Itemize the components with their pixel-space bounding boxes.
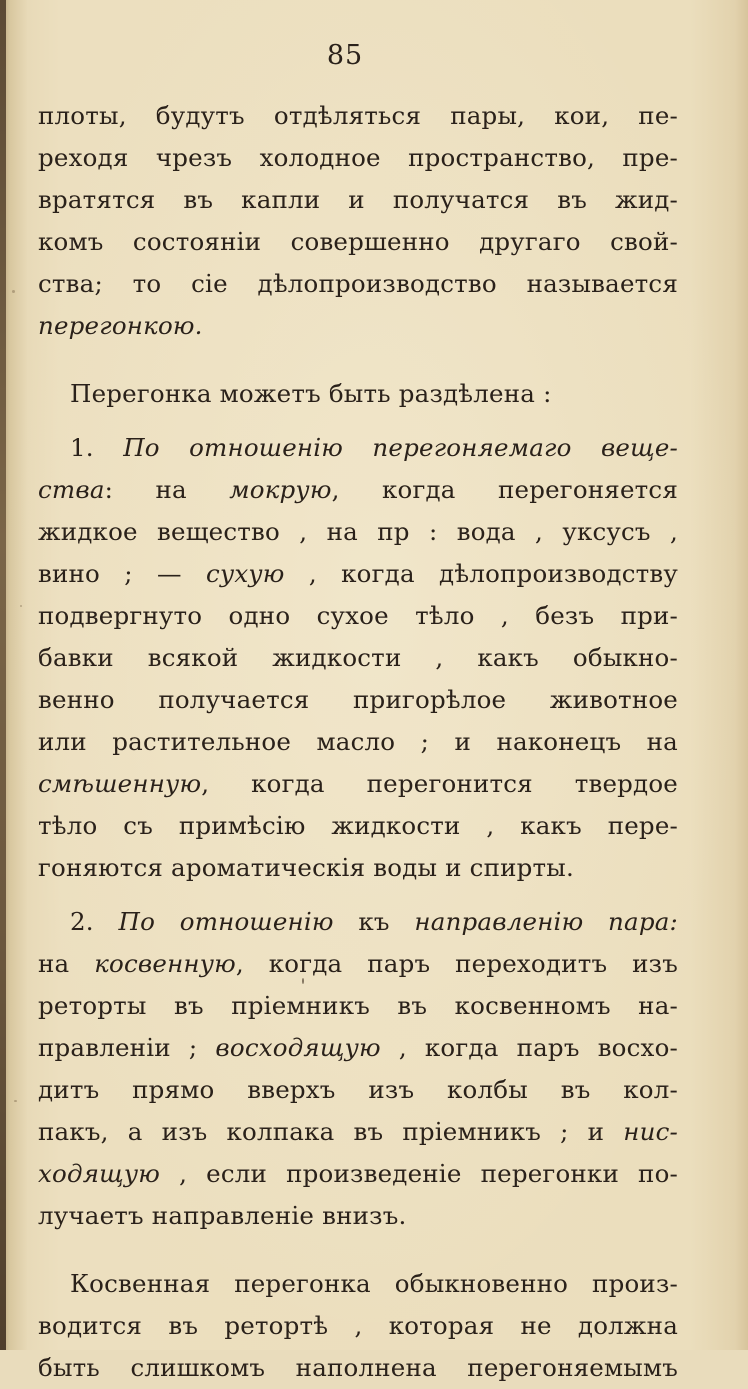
text-run: подвергнуто одно сухое тѣло , безъ при-: [38, 601, 678, 630]
text-run: , когда дѣлопроизводству: [284, 559, 678, 588]
text-run: , если произведеніе перегонки по-: [160, 1159, 678, 1188]
book-spine-edge: [0, 0, 6, 1350]
text-line: [38, 721, 678, 763]
text-run: бавки всякой жидкости , какъ обыкно-: [38, 643, 678, 672]
text-run: Перегонка можетъ быть раздѣлена :: [70, 379, 552, 408]
text-run: водится въ ретортѣ , которая не должна: [38, 1311, 678, 1340]
text-run: пакъ, а изъ колпака въ пріемникъ ; и: [38, 1117, 624, 1146]
page-text: [38, 95, 678, 1389]
italic-term: По отношенію перегоняемаго веще-: [123, 433, 679, 462]
text-line: [38, 1305, 678, 1347]
text-line: [38, 805, 678, 847]
text-run: или растительное масло ; и наконецъ на: [38, 727, 678, 756]
italic-term: перегонкою.: [38, 311, 203, 340]
text-run: 2.: [70, 907, 119, 936]
text-run: къ: [333, 907, 415, 936]
text-line: [38, 847, 678, 889]
text-line: [38, 179, 678, 221]
text-run: реторты въ пріемникъ въ косвенномъ на-: [38, 991, 678, 1020]
text-run: , когда перегоняется: [331, 475, 678, 504]
text-line: [38, 763, 678, 805]
italic-term: мокрую: [229, 475, 332, 504]
text-run: , когда паръ переходитъ изъ: [235, 949, 678, 978]
text-line: [38, 1069, 678, 1111]
text-run: тѣло съ примѣсію жидкости , какъ пере-: [38, 811, 678, 840]
text-line: [38, 553, 678, 595]
text-run: Косвенная перегонка обыкновенно произ-: [70, 1269, 678, 1298]
text-run: комъ состояніи совершенно другаго свой-: [38, 227, 678, 256]
italic-term: восходящую: [215, 1033, 381, 1062]
italic-term: нис-: [623, 1117, 678, 1146]
paper-speck: [20, 605, 22, 607]
italic-term: По отношенію: [118, 907, 334, 936]
text-line: [38, 943, 678, 985]
text-run: , когда перегонится твердое: [201, 769, 678, 798]
page-number: 85: [326, 40, 364, 71]
italic-term: косвенную: [94, 949, 236, 978]
text-run: венно получается пригорѣлое животное: [38, 685, 678, 714]
text-run: плоты, будутъ отдѣляться пары, кои, пе-: [38, 101, 678, 130]
text-run: реходя чрезъ холодное пространство, пре-: [38, 143, 678, 172]
text-line: [38, 137, 678, 179]
text-run: ства; то сіе дѣлопроизводство называется: [38, 269, 678, 298]
text-run: , когда паръ восхо-: [380, 1033, 678, 1062]
text-line: [38, 679, 678, 721]
text-line: [38, 1111, 678, 1153]
text-run: лучаетъ направленіе внизъ.: [38, 1201, 407, 1230]
text-line: [38, 1195, 678, 1237]
paragraph-gap: [38, 347, 678, 373]
paper-speck: [12, 290, 15, 293]
paragraph-gap: [38, 1237, 678, 1263]
paragraph-gap: [38, 889, 678, 901]
text-run: жидкое вещество , на пр : вода , уксусъ ,: [38, 517, 678, 546]
paragraph-gap: [38, 415, 678, 427]
text-run: дитъ прямо вверхъ изъ колбы въ кол-: [38, 1075, 678, 1104]
text-run: гоняются ароматическія воды и спирты.: [38, 853, 574, 882]
text-run: : на: [104, 475, 230, 504]
text-run: правленіи ;: [38, 1033, 216, 1062]
text-line: [38, 95, 678, 137]
text-line: [38, 469, 678, 511]
italic-term: смѣшенную: [38, 769, 202, 798]
text-line: [38, 901, 678, 943]
text-run: на: [38, 949, 95, 978]
text-line: [38, 1027, 678, 1069]
text-line: [38, 511, 678, 553]
text-line: [38, 985, 678, 1027]
text-line: [38, 427, 678, 469]
text-line: [38, 637, 678, 679]
paper-speck: [14, 1100, 17, 1102]
text-line: [38, 1263, 678, 1305]
text-run: вино ; —: [38, 559, 207, 588]
italic-term: направленію пара:: [414, 907, 678, 936]
italic-term: сухую: [206, 559, 285, 588]
text-run: вратятся въ капли и получатся въ жид-: [38, 185, 678, 214]
text-line: [38, 595, 678, 637]
text-run: быть слишкомъ наполнена перегоняемымъ: [38, 1353, 678, 1382]
text-line: [38, 263, 678, 305]
text-run: 1.: [70, 433, 124, 462]
text-line: [38, 1153, 678, 1195]
italic-term: ства: [38, 475, 105, 504]
text-line: [38, 1347, 678, 1389]
italic-term: ходящую: [38, 1159, 161, 1188]
text-line: [38, 305, 678, 347]
text-line: [38, 373, 678, 415]
text-line: [38, 221, 678, 263]
